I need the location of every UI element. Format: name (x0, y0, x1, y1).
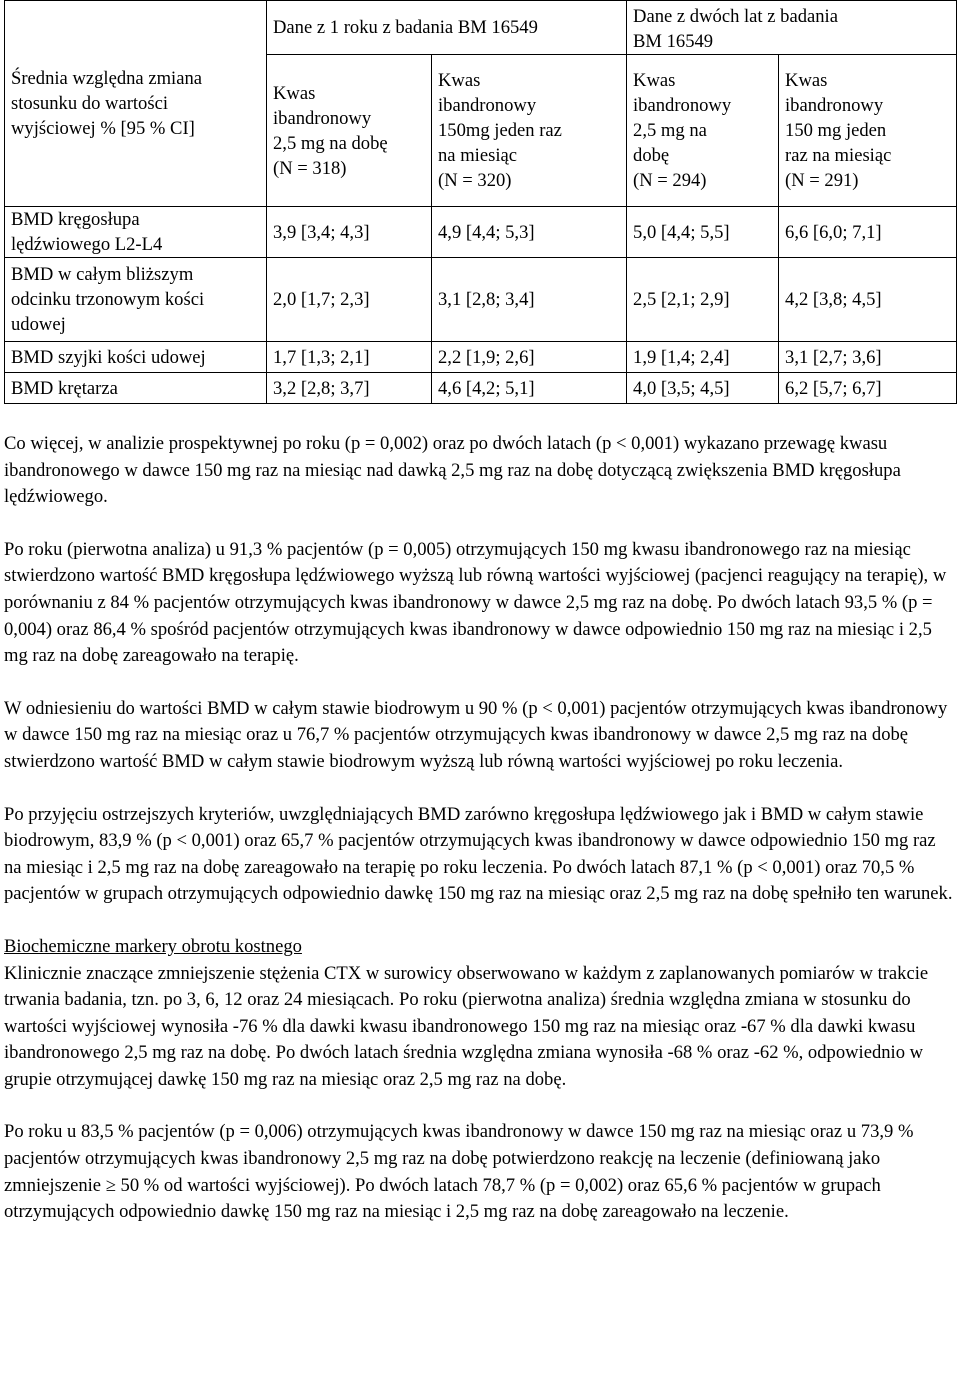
column-header: Kwas ibandronowy 2,5 mg na dobę (N = 318) (267, 55, 432, 207)
section-heading-biochemical-markers: Biochemiczne markery obrotu kostnego (4, 935, 302, 957)
column-header: Kwas ibandronowy 150 mg jeden raz na miesiąc (N = 291) (779, 55, 957, 207)
spacer (4, 1093, 956, 1119)
table-cell: 2,2 [1,9; 2,6] (432, 342, 627, 373)
row-label: BMD kręgosłupa lędźwiowego L2-L4 (5, 207, 267, 258)
group-header-two-years: Dane z dwóch lat z badania BM 16549 (627, 1, 957, 55)
table-cell: 3,1 [2,8; 3,4] (432, 258, 627, 342)
table-row (5, 373, 957, 404)
bmd-results-table (4, 0, 957, 404)
row-label: BMD w całym bliższym odcinku trzonowym kości udowej (5, 258, 267, 342)
table-cell: 6,6 [6,0; 7,1] (779, 207, 957, 258)
spacer (4, 776, 956, 802)
table-cell: 3,9 [3,4; 4,3] (267, 207, 432, 258)
table-cell: 1,7 [1,3; 2,1] (267, 342, 432, 373)
row-label: BMD szyjki kości udowej (5, 342, 267, 373)
table-row (5, 342, 957, 373)
table-row (5, 258, 957, 342)
spacer (4, 511, 956, 537)
table-cell: 2,0 [1,7; 2,3] (267, 258, 432, 342)
table-cell: 1,9 [1,4; 2,4] (627, 342, 779, 373)
paragraph-responders-one-year: Po roku (pierwotna analiza) u 91,3 % pacjentów (p = 0,005) otrzymujących 150 mg kwasu ibandronowego raz na miesiąc stwierdzono wartość BMD kręgosłupa lędźwiowego wyższą lub równą wartości wyjściowej (pacjenci reagujący na terapię), w porównaniu z 84 % pacjentów otrzymujących kwas ibandronowy w dawce 2,5 mg raz na dobę. Po dwóch latach 93,5 % (p = 0,004) oraz 86,4 % spośród pacjentów otrzymujących kwas ibandronowy w dawce odpowiednio 150 mg raz na miesiąc i 2,5 mg raz na dobę zareagowało na terapię. (4, 538, 947, 667)
spacer (4, 404, 956, 431)
document-page (4, 0, 956, 1226)
paragraph-prospective-analysis: Co więcej, w analizie prospektywnej po roku (p = 0,002) oraz po dwóch latach (p < 0,001) wykazano przewagę kwasu ibandronowego w dawce 150 mg raz na miesiąc nad dawką 2,5 mg raz na dobę dotyczącą zwiększenia BMD kręgosłupa lędźwiowego. (4, 433, 901, 508)
table-corner-label: Średnia względna zmiana stosunku do wartości wyjściowej % [95 % CI] (5, 1, 267, 207)
table-cell: 4,2 [3,8; 4,5] (779, 258, 957, 342)
table-row (5, 207, 957, 258)
table-cell: 6,2 [5,7; 6,7] (779, 373, 957, 404)
paragraph-stricter-criteria: Po przyjęciu ostrzejszych kryteriów, uwzględniających BMD zarówno kręgosłupa lędźwiowego jak i BMD w całym stawie biodrowym, 83,9 % (p < 0,001) oraz 65,7 % pacjentów otrzymujących kwas ibandronowy w dawce odpowiednio 150 mg raz na miesiąc i 2,5 mg raz na dobę zareagowało na terapię po roku leczenia. Po dwóch latach 87,1 % (p < 0,001) oraz 70,5 % pacjentów w grupach otrzymujących odpowiednio dawkę 150 mg raz na miesiąc oraz 2,5 mg raz na dobę spełniło ten warunek. (4, 803, 953, 905)
table-cell: 4,6 [4,2; 5,1] (432, 373, 627, 404)
table-header-row-groups (5, 1, 957, 55)
group-header-one-year: Dane z 1 roku z badania BM 16549 (267, 1, 627, 55)
table-cell: 5,0 [4,4; 5,5] (627, 207, 779, 258)
row-label: BMD krętarza (5, 373, 267, 404)
spacer (4, 670, 956, 696)
paragraph-total-hip: W odniesieniu do wartości BMD w całym stawie biodrowym u 90 % (p < 0,001) pacjentów otrzymujących kwas ibandronowy w dawce 150 mg raz na miesiąc oraz u 76,7 % pacjentów otrzymujących kwas ibandronowy w dawce 2,5 mg raz na dobę stwierdzono wartość BMD w całym stawie biodrowym wyższą lub równą wartości wyjściowej po roku leczenia. (4, 697, 948, 772)
column-header: Kwas ibandronowy 2,5 mg na dobę (N = 294) (627, 55, 779, 207)
table-cell: 2,5 [2,1; 2,9] (627, 258, 779, 342)
paragraph-ctx-responders: Po roku u 83,5 % pacjentów (p = 0,006) otrzymujących kwas ibandronowy w dawce 150 mg raz na miesiąc oraz u 73,9 % pacjentów otrzymujących kwas ibandronowy 2,5 mg raz na dobę potwierdzono reakcję na leczenie (definiowaną jako zmniejszenie ≥ 50 % od wartości wyjściowej). Po dwóch latach 78,7 % (p = 0,002) oraz 65,6 % pacjentów w grupach otrzymujących odpowiednio dawkę 150 mg raz na miesiąc i 2,5 mg raz na dobę zareagowało na leczenie. (4, 1121, 914, 1223)
table-cell: 4,0 [3,5; 4,5] (627, 373, 779, 404)
spacer (4, 908, 956, 934)
table-cell: 3,1 [2,7; 3,6] (779, 342, 957, 373)
table-cell: 4,9 [4,4; 5,3] (432, 207, 627, 258)
paragraph-ctx-reduction: Klinicznie znaczące zmniejszenie stężenia CTX w surowicy obserwowano w każdym z zaplanowanych pomiarów w trakcie trwania badania, tzn. po 3, 6, 12 oraz 24 miesiącach. Po roku (pierwotna analiza) średnia względna zmiana w stosunku do wartości wyjściowej wynosiła -76 % dla dawki kwasu ibandronowego 150 mg raz na miesiąc oraz -67 % dla dawki kwasu ibandronowego 2,5 mg raz na dobę. Po dwóch latach średnia względna zmiana wynosiła -68 % oraz -62 %, odpowiednio w grupie otrzymującej dawkę 150 mg raz na miesiąc oraz 2,5 mg raz na dobę. (4, 962, 929, 1090)
table-cell: 3,2 [2,8; 3,7] (267, 373, 432, 404)
column-header: Kwas ibandronowy 150mg jeden raz na miesiąc (N = 320) (432, 55, 627, 207)
